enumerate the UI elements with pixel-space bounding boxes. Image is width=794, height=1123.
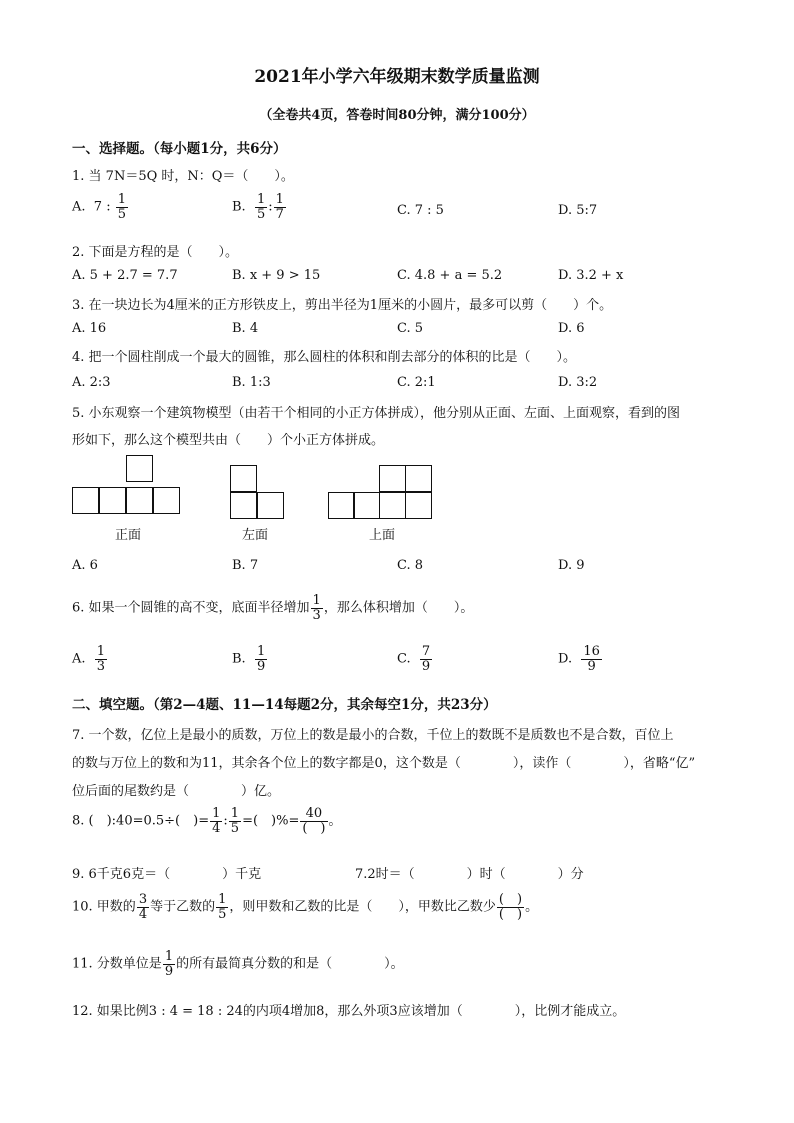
question-9-part-2: 7.2时＝（ ）时（ ）分: [355, 867, 584, 882]
question-3: 3. 在一块边长为4厘米的正方形铁皮上，剪出半径为1厘米的小圆片，最多可以剪（ ）个。: [72, 298, 613, 313]
question-6: 6. 如果一个圆锥的高不变，底面半径增加 $\frac{1}{3}$ ，那么体积增加（ ）。: [72, 593, 474, 623]
q3-option-b: B. 4: [232, 321, 259, 336]
q3-option-c: C. 5: [397, 321, 424, 336]
q5-option-b: B. 7: [232, 558, 259, 573]
top-view-figure: [328, 465, 438, 519]
q6-option-a: A. $\frac{1}{3}$: [72, 644, 106, 674]
question-2: 2. 下面是方程的是（ ）。: [72, 245, 239, 260]
question-9-part-1: 9. 6千克6克＝（ ）千克: [72, 867, 262, 882]
q4-option-b: B. 1:3: [232, 375, 271, 390]
left-view-caption: 左面: [242, 528, 269, 543]
q4-option-c: C. 2:1: [397, 375, 436, 390]
q5-option-c: C. 8: [397, 558, 424, 573]
exam-title: 2021年小学六年级期末数学质量监测: [254, 67, 540, 87]
question-7-line-2: 的数与万位上的数和为11，其余各个位上的数字都是0，这个数是（ ），读作（ ），省略“亿”: [72, 756, 696, 771]
question-5-line-1: 5. 小东观察一个建筑物模型（由若干个相同的小正方体拼成），他分别从正面、左面、上面观察，看到的图: [72, 406, 681, 421]
section-1-heading: 一、选择题。（每小题1分，共6分）: [72, 141, 287, 157]
question-11: 11. 分数单位是 $\frac{1}{9}$ 的所有最简真分数的和是（ ）。: [72, 949, 404, 979]
question-5-line-2: 形如下，那么这个模型共由（ ）个小正方体拼成。: [72, 433, 385, 448]
q6-option-c: C. $\frac{7}{9}$: [397, 644, 431, 674]
front-view-caption: 正面: [115, 528, 142, 543]
q6-option-b: B. $\frac{1}{9}$: [232, 644, 266, 674]
front-view-figure: [72, 455, 182, 518]
question-7-line-3: 位后面的尾数约是（ ）亿。: [72, 784, 281, 799]
q4-option-d: D. 3:2: [558, 375, 598, 390]
question-7-line-1: 7. 一个数，亿位上是最小的质数，万位上的数是最小的合数，千位上的数既不是质数也不是合数，百位上: [72, 728, 674, 743]
section-2-heading: 二、填空题。（第2—4题、11—14每题2分，其余每空1分，共23分）: [72, 697, 497, 713]
question-12: 12. 如果比例3 : 4 = 18 : 24的内项4增加8，那么外项3应该增加（ ），比例才能成立。: [72, 1004, 626, 1019]
q2-option-c: C. 4.8 + a = 5.2: [397, 268, 503, 283]
exam-subtitle: （全卷共4页，答卷时间80分钟，满分100分）: [259, 108, 535, 123]
q2-option-b: B. x + 9 > 15: [232, 268, 321, 283]
top-view-caption: 上面: [369, 528, 396, 543]
q1-option-c: C. 7 : 5: [397, 203, 444, 218]
question-8: 8. ( ):40=0.5÷( )= $\frac{1}{4}$ : $\frac{1}{5}$ =( )%= $\frac{40}{( )}$ 。: [72, 806, 342, 836]
q2-option-a: A. 5 + 2.7 = 7.7: [72, 268, 178, 283]
question-4: 4. 把一个圆柱削成一个最大的圆锥，那么圆柱的体积和削去部分的体积的比是（ ）。: [72, 350, 577, 365]
q5-option-d: D. 9: [558, 558, 585, 573]
q1-option-b: B. $\frac{1}{5}$ : $\frac{1}{7}$: [232, 192, 284, 222]
q2-option-d: D. 3.2 + x: [558, 268, 624, 283]
q4-option-a: A. 2:3: [72, 375, 111, 390]
question-1: 1. 当 7N＝5Q 时，N：Q＝（ ）。: [72, 169, 294, 184]
q5-option-a: A. 6: [72, 558, 98, 573]
left-view-figure: [230, 465, 285, 519]
q1-option-a: A. 7 : $\frac{1}{5}$: [72, 192, 127, 222]
q6-option-d: D. $\frac{16}{9}$: [558, 644, 600, 674]
q1-option-d: D. 5:7: [558, 203, 598, 218]
question-10: 10. 甲数的 $\frac{3}{4}$ 等于乙数的 $\frac{1}{5}$ ，则甲数和乙数的比是（ ），甲数比乙数少 $\frac{( )}{( )}$ 。: [72, 892, 539, 922]
q3-option-a: A. 16: [72, 321, 107, 336]
q3-option-d: D. 6: [558, 321, 585, 336]
